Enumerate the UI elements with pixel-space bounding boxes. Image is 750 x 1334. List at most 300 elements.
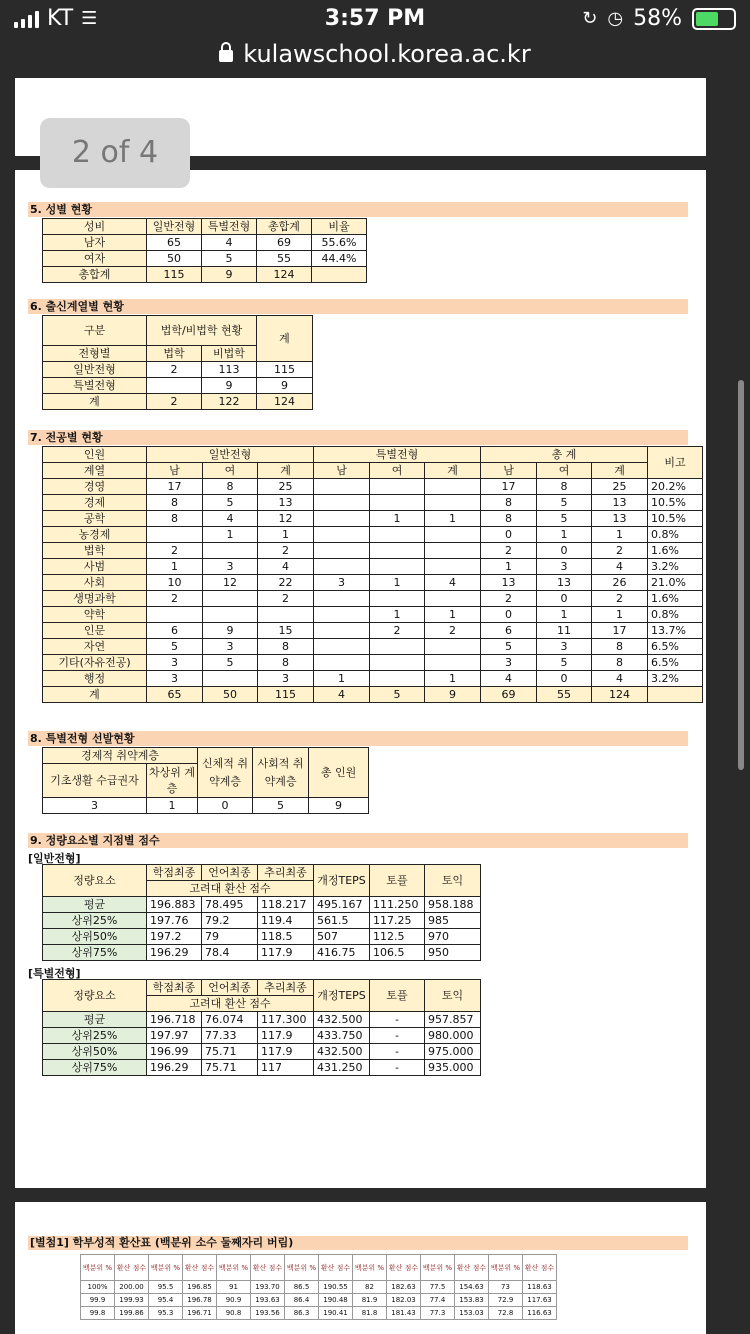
- cell: [147, 607, 203, 623]
- cell: [203, 607, 258, 623]
- cell: 55: [537, 687, 592, 703]
- appendix-table: [80, 1254, 557, 1320]
- major-background-table: [42, 315, 313, 410]
- row-label: 인문: [43, 623, 147, 639]
- cell: 182.03: [387, 1294, 421, 1307]
- major-field-body: [43, 479, 703, 703]
- cell: 0.8%: [648, 607, 703, 623]
- table-row: [43, 543, 703, 559]
- table-row: [43, 929, 481, 945]
- header-cell: 정량요소: [43, 865, 147, 897]
- cell: 111.250: [370, 897, 425, 913]
- header-cell: 계: [592, 463, 648, 479]
- cell: 3: [258, 671, 314, 687]
- cell: 75.71: [202, 1044, 258, 1060]
- appendix-title: [별첨1] 학부성적 환산표 (백분위 소수 둘째자리 버림): [28, 1236, 688, 1250]
- cell: [425, 559, 481, 575]
- cell: 1: [481, 559, 537, 575]
- cell: 73: [489, 1281, 523, 1294]
- table-header: [43, 748, 369, 764]
- row-label: 상위25%: [43, 1028, 147, 1044]
- cell: 153.83: [455, 1294, 489, 1307]
- cell: 958.188: [425, 897, 481, 913]
- rotation-lock-icon: ↻: [582, 8, 598, 29]
- gender-table: [42, 218, 367, 283]
- cell: 2: [147, 591, 203, 607]
- cell: [314, 511, 370, 527]
- table-header: [43, 447, 703, 463]
- cell: [314, 607, 370, 623]
- row-label: 경영: [43, 479, 147, 495]
- table-row: [43, 495, 703, 511]
- table-row: [43, 687, 703, 703]
- cell: [203, 591, 258, 607]
- cell: 95.4: [149, 1294, 183, 1307]
- header-cell: 백분위 %: [285, 1255, 319, 1281]
- cell: 432.500: [314, 1044, 370, 1060]
- header-cell: 학점최종: [147, 865, 202, 881]
- cell: 3: [537, 639, 592, 655]
- header-cell: 언어최종: [202, 980, 258, 996]
- row-label: 상위50%: [43, 1044, 147, 1060]
- header-cell: 일반전형: [147, 219, 202, 235]
- cell: 13: [592, 495, 648, 511]
- wifi-icon: ☰: [81, 8, 98, 29]
- cell: 25: [592, 479, 648, 495]
- cell: 980.000: [425, 1028, 481, 1044]
- cell: 115: [257, 362, 313, 378]
- cell: 8: [592, 655, 648, 671]
- cell: [203, 543, 258, 559]
- cell: 0: [198, 798, 253, 814]
- header-cell: 법학: [147, 346, 202, 362]
- cell: 5: [147, 639, 203, 655]
- cell: 197.76: [147, 913, 202, 929]
- cell: 3: [147, 671, 203, 687]
- cell: 118.63: [523, 1281, 557, 1294]
- cell: 5: [370, 687, 425, 703]
- cell: 4: [258, 559, 314, 575]
- cell: 0: [537, 543, 592, 559]
- row-label: 계: [43, 687, 147, 703]
- cell: 5: [537, 655, 592, 671]
- cell: 9: [425, 687, 481, 703]
- appendix-body: [81, 1255, 557, 1320]
- cell: -: [370, 1012, 425, 1028]
- cell: 95.5: [149, 1281, 183, 1294]
- header-cell: 총합계: [257, 219, 312, 235]
- cell: 13: [592, 511, 648, 527]
- cell: 1: [592, 527, 648, 543]
- cell: 1: [258, 527, 314, 543]
- cell: 0: [481, 607, 537, 623]
- cell: 196.718: [147, 1012, 202, 1028]
- header-cell: 환산 점수: [251, 1255, 285, 1281]
- cell: 3: [481, 655, 537, 671]
- header-cell: 백분위 %: [489, 1255, 523, 1281]
- cell: 116.63: [523, 1307, 557, 1320]
- row-label: 남자: [43, 235, 147, 251]
- cell: 1: [425, 671, 481, 687]
- cell: 5: [203, 495, 258, 511]
- cell: 1: [370, 607, 425, 623]
- cell: 115: [258, 687, 314, 703]
- cell: 11: [537, 623, 592, 639]
- cell: 79: [202, 929, 258, 945]
- cell: [314, 479, 370, 495]
- cell: 118.217: [258, 897, 314, 913]
- table-row: [43, 378, 313, 394]
- cell: 25: [258, 479, 314, 495]
- cell: 0: [537, 591, 592, 607]
- cell: [370, 479, 425, 495]
- cell: 154.63: [455, 1281, 489, 1294]
- cell: 117.9: [258, 945, 314, 961]
- header-cell: 경제적 취약계층: [43, 748, 198, 764]
- cell: 113: [202, 362, 257, 378]
- table-row: [43, 639, 703, 655]
- cell: 8: [258, 639, 314, 655]
- url-text: kulawschool.korea.ac.kr: [243, 40, 531, 68]
- cell: 935.000: [425, 1060, 481, 1076]
- row-label: 일반전형: [43, 362, 147, 378]
- cell: 1: [314, 671, 370, 687]
- cell: -: [370, 1044, 425, 1060]
- cell: 69: [257, 235, 312, 251]
- header-cell: 여: [203, 463, 258, 479]
- table-row: [43, 235, 367, 251]
- cell: 416.75: [314, 945, 370, 961]
- cell: 2: [592, 543, 648, 559]
- header-cell: 총 계: [481, 447, 648, 463]
- cell: 431.250: [314, 1060, 370, 1076]
- header-cell: 계: [257, 316, 313, 362]
- cell: 17: [481, 479, 537, 495]
- carrier-label: KT: [47, 6, 74, 31]
- header-cell: 기초생활 수급권자: [43, 764, 147, 798]
- cell: 199.86: [115, 1307, 149, 1320]
- table-row: [43, 945, 481, 961]
- general-score-table: [42, 864, 481, 961]
- cell: [425, 495, 481, 511]
- cell: 190.41: [319, 1307, 353, 1320]
- page-indicator: 2 of 4: [40, 118, 190, 188]
- cell: 4: [592, 559, 648, 575]
- table-row: [43, 1044, 481, 1060]
- row-label: 계: [43, 394, 147, 410]
- cell: 197.97: [147, 1028, 202, 1044]
- cell: 13: [481, 575, 537, 591]
- table-header: [81, 1255, 557, 1281]
- header-cell: 토플: [370, 865, 425, 897]
- cell: 17: [592, 623, 648, 639]
- section-6-title: 6. 출신계열별 현황: [28, 299, 688, 314]
- cell: [425, 527, 481, 543]
- cell: 1.6%: [648, 591, 703, 607]
- header-cell: 여: [537, 463, 592, 479]
- cell: 10.5%: [648, 495, 703, 511]
- header-cell: 계: [258, 463, 314, 479]
- header-cell: 전형별: [43, 346, 147, 362]
- cell: 193.70: [251, 1281, 285, 1294]
- cell: 957.857: [425, 1012, 481, 1028]
- cell: 13.7%: [648, 623, 703, 639]
- cell: [425, 479, 481, 495]
- table-row: [43, 267, 367, 283]
- battery-percent: 58%: [633, 6, 682, 31]
- scrollbar-thumb[interactable]: [738, 380, 744, 770]
- table-row: [43, 559, 703, 575]
- cell: [370, 639, 425, 655]
- row-label: 생명과학: [43, 591, 147, 607]
- cell: [314, 655, 370, 671]
- row-label: 약학: [43, 607, 147, 623]
- cell: 495.167: [314, 897, 370, 913]
- cell: 124: [257, 394, 313, 410]
- cell: 44.4%: [312, 251, 367, 267]
- header-cell: 성비: [43, 219, 147, 235]
- header-cell: 정량요소: [43, 980, 147, 1012]
- cell: 90.8: [217, 1307, 251, 1320]
- cell: 86.4: [285, 1294, 319, 1307]
- cell: 2: [258, 591, 314, 607]
- cell: 8: [481, 511, 537, 527]
- cell: 1: [592, 607, 648, 623]
- cell: 22: [258, 575, 314, 591]
- cell: 196.99: [147, 1044, 202, 1060]
- cell: [370, 591, 425, 607]
- cell: 119.4: [258, 913, 314, 929]
- cell: 1: [537, 527, 592, 543]
- lock-icon: [219, 50, 233, 62]
- cell: 1.6%: [648, 543, 703, 559]
- cell: 106.5: [370, 945, 425, 961]
- cell: 1: [537, 607, 592, 623]
- header-cell: 환산 점수: [523, 1255, 557, 1281]
- table-header: [43, 463, 703, 479]
- cell: 86.3: [285, 1307, 319, 1320]
- header-cell: 환산 점수: [455, 1255, 489, 1281]
- header-cell: 백분위 %: [421, 1255, 455, 1281]
- cell: 117.300: [258, 1012, 314, 1028]
- cell: 432.500: [314, 1012, 370, 1028]
- cell: 199.93: [115, 1294, 149, 1307]
- table-row: [43, 251, 367, 267]
- header-cell: 추리최종: [258, 980, 314, 996]
- cell: 77.4: [421, 1294, 455, 1307]
- cell: 2: [370, 623, 425, 639]
- header-cell: 개정TEPS: [314, 980, 370, 1012]
- cell: 124: [257, 267, 312, 283]
- cell: 196.78: [183, 1294, 217, 1307]
- table-header: [43, 219, 367, 235]
- cell: 50: [203, 687, 258, 703]
- cell: 8: [537, 479, 592, 495]
- cell: 122: [202, 394, 257, 410]
- header-cell: 학점최종: [147, 980, 202, 996]
- cell: 91: [217, 1281, 251, 1294]
- section-9-title: 9. 정량요소별 지점별 점수: [28, 833, 688, 848]
- table-row: [81, 1294, 557, 1307]
- major-field-table: [42, 446, 703, 703]
- header-cell: 백분위 %: [217, 1255, 251, 1281]
- cell: 95.3: [149, 1307, 183, 1320]
- cell: 112.5: [370, 929, 425, 945]
- cell: 79.2: [202, 913, 258, 929]
- row-label: 자연: [43, 639, 147, 655]
- cell: [314, 591, 370, 607]
- table-row: [43, 591, 703, 607]
- header-cell: 백분위 %: [81, 1255, 115, 1281]
- header-cell: 비법학: [202, 346, 257, 362]
- cell: 10.5%: [648, 511, 703, 527]
- table-header: [43, 865, 481, 881]
- cell: 12: [203, 575, 258, 591]
- table-row: [43, 527, 703, 543]
- cell: 0: [537, 671, 592, 687]
- cell: 3: [203, 559, 258, 575]
- table-row: [43, 607, 703, 623]
- cell: 90.9: [217, 1294, 251, 1307]
- header-cell: 일반전형: [147, 447, 314, 463]
- table-row: [43, 897, 481, 913]
- cell: 117.9: [258, 1028, 314, 1044]
- cell: 8: [258, 655, 314, 671]
- cell: [314, 639, 370, 655]
- table-row: [43, 1028, 481, 1044]
- table-header: [43, 316, 313, 346]
- cell: [648, 687, 703, 703]
- cell: 17: [147, 479, 203, 495]
- clock: 3:57 PM: [324, 6, 426, 31]
- header-cell: 추리최종: [258, 865, 314, 881]
- cell: [314, 495, 370, 511]
- cell: 5: [481, 639, 537, 655]
- header-cell: 인원: [43, 447, 147, 463]
- special-admission-table: [42, 747, 369, 814]
- header-cell: 남: [314, 463, 370, 479]
- section-7-title: 7. 전공별 현황: [28, 430, 688, 445]
- cell: 3: [314, 575, 370, 591]
- cell: 950: [425, 945, 481, 961]
- row-label: 공학: [43, 511, 147, 527]
- cell: 5: [253, 798, 309, 814]
- cell: 1: [370, 511, 425, 527]
- cell: [258, 607, 314, 623]
- cell: 78.495: [202, 897, 258, 913]
- cell: 65: [147, 235, 202, 251]
- cell: [314, 559, 370, 575]
- cell: 10: [147, 575, 203, 591]
- cell: 124: [592, 687, 648, 703]
- cell: 8: [592, 639, 648, 655]
- table-row: [43, 511, 703, 527]
- cell: 4: [481, 671, 537, 687]
- cell: 78.4: [202, 945, 258, 961]
- header-cell: 구분: [43, 316, 147, 346]
- cell: 4: [203, 511, 258, 527]
- address-bar[interactable]: [0, 40, 750, 78]
- header-cell: 비고: [648, 447, 703, 479]
- cell: 196.883: [147, 897, 202, 913]
- cell: 975.000: [425, 1044, 481, 1060]
- section-5-title: 5. 성별 현황: [28, 202, 688, 217]
- cell: 433.750: [314, 1028, 370, 1044]
- battery-icon: [692, 8, 736, 30]
- row-label: 100%: [81, 1281, 115, 1294]
- cell: [425, 591, 481, 607]
- cell: 65: [147, 687, 203, 703]
- cell: 3.2%: [648, 559, 703, 575]
- cell: [425, 639, 481, 655]
- cell: 8: [481, 495, 537, 511]
- header-cell: 백분위 %: [353, 1255, 387, 1281]
- cell: 196.85: [183, 1281, 217, 1294]
- cell: 117.9: [258, 1044, 314, 1060]
- alarm-icon: ◷: [607, 8, 624, 29]
- cell: 3: [43, 798, 147, 814]
- cell: [314, 623, 370, 639]
- cell: 77.3: [421, 1307, 455, 1320]
- cell: 2: [147, 394, 202, 410]
- cell: 2: [258, 543, 314, 559]
- cell: 13: [258, 495, 314, 511]
- cell: 69: [481, 687, 537, 703]
- special-score-table: [42, 979, 481, 1076]
- cell: 0: [481, 527, 537, 543]
- cell: 76.074: [202, 1012, 258, 1028]
- header-cell: 토익: [425, 865, 481, 897]
- cell: 86.5: [285, 1281, 319, 1294]
- cell: [370, 543, 425, 559]
- cell: 5: [537, 495, 592, 511]
- header-cell: 차상위 계층: [147, 764, 198, 798]
- cell: 77.5: [421, 1281, 455, 1294]
- cell: 2: [481, 543, 537, 559]
- row-label: 법학: [43, 543, 147, 559]
- header-cell: 환산 점수: [183, 1255, 217, 1281]
- header-cell: 고려대 환산 점수: [147, 996, 314, 1012]
- row-label: 행정: [43, 671, 147, 687]
- header-cell: 계열: [43, 463, 147, 479]
- cell: 55.6%: [312, 235, 367, 251]
- cell: 4: [425, 575, 481, 591]
- cell: 3: [147, 655, 203, 671]
- row-label: 평균: [43, 1012, 147, 1028]
- cell: [312, 267, 367, 283]
- cell: [314, 527, 370, 543]
- row-label: 사범: [43, 559, 147, 575]
- cell: 77.33: [202, 1028, 258, 1044]
- cell: 21.0%: [648, 575, 703, 591]
- header-cell: 신체적 취약계층: [198, 748, 253, 798]
- cell: 117.63: [523, 1294, 557, 1307]
- cell: 5: [537, 511, 592, 527]
- cell: 8: [147, 495, 203, 511]
- cell: [425, 655, 481, 671]
- cell: 5: [202, 251, 257, 267]
- cell: [203, 671, 258, 687]
- cell: 1: [147, 559, 203, 575]
- table-row: [43, 913, 481, 929]
- cell: 193.56: [251, 1307, 285, 1320]
- cell: 4: [202, 235, 257, 251]
- cell: 970: [425, 929, 481, 945]
- cell: -: [370, 1028, 425, 1044]
- status-right: [582, 6, 736, 31]
- cell: [147, 378, 202, 394]
- table-row: [43, 671, 703, 687]
